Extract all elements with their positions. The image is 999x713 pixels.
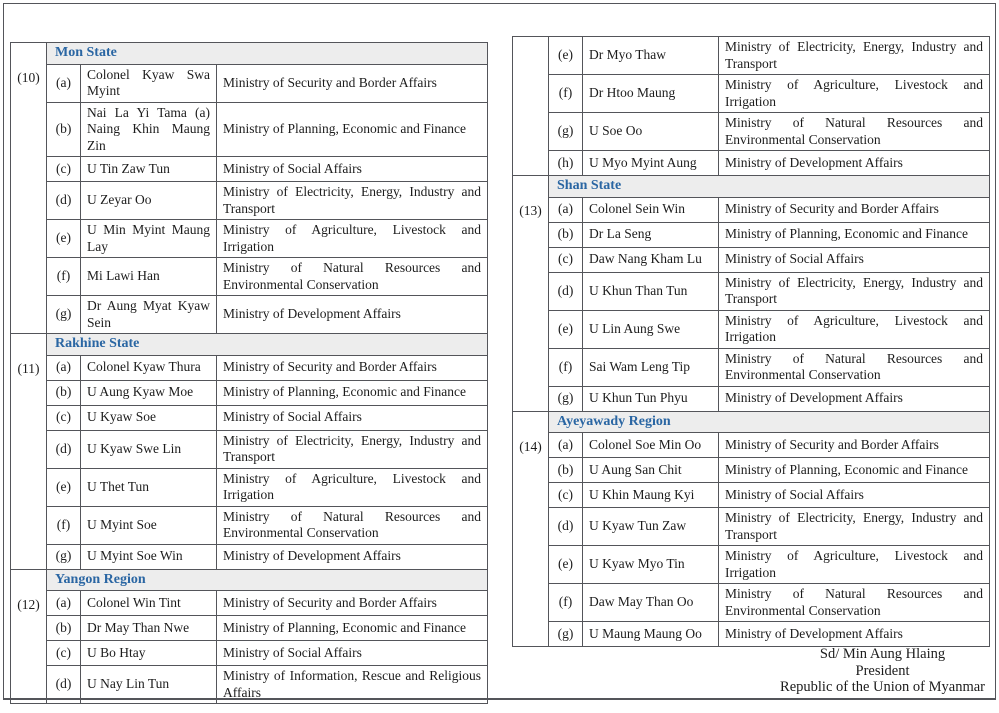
minister-row (11, 405, 488, 430)
minister-letter: (b) (47, 616, 81, 641)
minister-letter: (h) (549, 151, 583, 176)
ministers-table-left (10, 42, 488, 704)
minister-letter: (f) (47, 258, 81, 296)
minister-ministry: Ministry of Electricity, Energy, Industry and Transport (217, 430, 488, 468)
minister-row (11, 157, 488, 182)
state-header: Rakhine State (47, 334, 488, 356)
minister-row (513, 272, 990, 310)
state-group (11, 334, 488, 570)
minister-ministry: Ministry of Electricity, Energy, Industry and Transport (719, 508, 990, 546)
minister-name: Dr La Seng (583, 222, 719, 247)
minister-row (513, 483, 990, 508)
minister-row (513, 222, 990, 247)
minister-name: U Bo Htay (81, 641, 217, 666)
minister-ministry: Ministry of Agriculture, Livestock and Irrigation (719, 75, 990, 113)
minister-name: Dr Htoo Maung (583, 75, 719, 113)
minister-name: Colonel Win Tint (81, 591, 217, 616)
minister-name: Nai La Yi Tama (a) Naing Khin Maung Zin (81, 102, 217, 157)
minister-name: U Khin Maung Kyi (583, 483, 719, 508)
minister-name: Dr May Than Nwe (81, 616, 217, 641)
minister-name: Daw May Than Oo (583, 584, 719, 622)
minister-row (513, 348, 990, 386)
minister-row (513, 113, 990, 151)
minister-row (513, 151, 990, 176)
group-number: (11) (11, 334, 47, 570)
minister-name: Colonel Kyaw Thura (81, 355, 217, 380)
group-number: (10) (11, 43, 47, 334)
minister-ministry: Ministry of Agriculture, Livestock and Irrigation (719, 310, 990, 348)
minister-letter: (b) (47, 102, 81, 157)
minister-ministry: Ministry of Planning, Economic and Finance (217, 102, 488, 157)
group-number: (14) (513, 411, 549, 647)
minister-row (11, 616, 488, 641)
group-number (513, 37, 549, 176)
minister-name: Sai Wam Leng Tip (583, 348, 719, 386)
minister-row (513, 433, 990, 458)
minister-row (513, 75, 990, 113)
minister-letter: (d) (47, 430, 81, 468)
minister-ministry: Ministry of Electricity, Energy, Industry and Transport (719, 272, 990, 310)
minister-letter: (c) (549, 483, 583, 508)
minister-ministry: Ministry of Development Affairs (719, 622, 990, 647)
minister-ministry: Ministry of Social Affairs (719, 247, 990, 272)
minister-ministry: Ministry of Electricity, Energy, Industry and Transport (217, 182, 488, 220)
minister-ministry: Ministry of Planning, Economic and Finance (719, 222, 990, 247)
minister-row (513, 386, 990, 411)
minister-ministry: Ministry of Agriculture, Livestock and Irrigation (217, 468, 488, 506)
minister-row (11, 220, 488, 258)
minister-letter: (e) (47, 468, 81, 506)
minister-name: Dr Aung Myat Kyaw Sein (81, 296, 217, 334)
minister-name: U Thet Tun (81, 468, 217, 506)
minister-ministry: Ministry of Security and Border Affairs (217, 591, 488, 616)
minister-name: U Soe Oo (583, 113, 719, 151)
minister-letter: (f) (549, 75, 583, 113)
minister-ministry: Ministry of Agriculture, Livestock and Irrigation (719, 546, 990, 584)
minister-ministry: Ministry of Planning, Economic and Finance (719, 458, 990, 483)
minister-ministry: Ministry of Social Affairs (217, 641, 488, 666)
minister-row (513, 197, 990, 222)
minister-row (11, 182, 488, 220)
minister-letter: (c) (549, 247, 583, 272)
minister-letter: (b) (549, 458, 583, 483)
state-header: Shan State (549, 176, 990, 198)
minister-ministry: Ministry of Natural Resources and Environmental Conservation (217, 258, 488, 296)
minister-name: U Min Myint Maung Lay (81, 220, 217, 258)
minister-name: U Lin Aung Swe (583, 310, 719, 348)
minister-ministry: Ministry of Security and Border Affairs (719, 197, 990, 222)
minister-row (513, 546, 990, 584)
minister-name: U Myo Myint Aung (583, 151, 719, 176)
minister-row (513, 584, 990, 622)
minister-ministry: Ministry of Development Affairs (217, 296, 488, 334)
minister-name: Dr Myo Thaw (583, 37, 719, 75)
minister-name: U Kyaw Myo Tin (583, 546, 719, 584)
minister-name: Colonel Soe Min Oo (583, 433, 719, 458)
minister-ministry: Ministry of Security and Border Affairs (217, 355, 488, 380)
minister-row (11, 355, 488, 380)
minister-letter: (g) (549, 386, 583, 411)
minister-letter: (a) (47, 591, 81, 616)
minister-name: Daw Nang Kham Lu (583, 247, 719, 272)
minister-letter: (a) (47, 64, 81, 102)
minister-letter: (a) (549, 433, 583, 458)
minister-name: U Zeyar Oo (81, 182, 217, 220)
signature-title: President (855, 662, 910, 679)
minister-letter: (d) (549, 508, 583, 546)
minister-name: U Myint Soe Win (81, 544, 217, 569)
state-header: Mon State (47, 43, 488, 65)
minister-letter: (d) (47, 182, 81, 220)
minister-row (11, 468, 488, 506)
minister-ministry: Ministry of Planning, Economic and Finance (217, 616, 488, 641)
minister-ministry: Ministry of Development Affairs (719, 386, 990, 411)
minister-letter: (d) (47, 666, 81, 704)
state-group (11, 569, 488, 704)
minister-row (11, 591, 488, 616)
minister-name: U Maung Maung Oo (583, 622, 719, 647)
minister-letter: (f) (47, 506, 81, 544)
minister-row (11, 258, 488, 296)
minister-letter: (f) (549, 348, 583, 386)
minister-name: U Khun Than Tun (583, 272, 719, 310)
minister-letter: (g) (549, 622, 583, 647)
minister-letter: (b) (47, 380, 81, 405)
minister-ministry: Ministry of Natural Resources and Environmental Conservation (217, 506, 488, 544)
minister-ministry: Ministry of Social Affairs (217, 157, 488, 182)
minister-row (11, 506, 488, 544)
minister-ministry: Ministry of Social Affairs (719, 483, 990, 508)
minister-ministry: Ministry of Natural Resources and Environmental Conservation (719, 113, 990, 151)
minister-ministry: Ministry of Social Affairs (217, 405, 488, 430)
minister-letter: (a) (47, 355, 81, 380)
minister-letter: (f) (549, 584, 583, 622)
minister-name: U Aung San Chit (583, 458, 719, 483)
minister-ministry: Ministry of Development Affairs (719, 151, 990, 176)
state-group (513, 37, 990, 176)
minister-name: Colonel Sein Win (583, 197, 719, 222)
signature-block (780, 646, 985, 696)
minister-letter: (g) (549, 113, 583, 151)
minister-ministry: Ministry of Development Affairs (217, 544, 488, 569)
minister-ministry: Ministry of Information, Rescue and Religious Affairs (217, 666, 488, 704)
minister-row (513, 508, 990, 546)
state-group (513, 411, 990, 647)
minister-name: Mi Lawi Han (81, 258, 217, 296)
minister-letter: (g) (47, 296, 81, 334)
minister-letter: (g) (47, 544, 81, 569)
signature-name: Sd/ Min Aung Hlaing (819, 646, 946, 662)
minister-ministry: Ministry of Agriculture, Livestock and Irrigation (217, 220, 488, 258)
minister-row (11, 102, 488, 157)
minister-ministry: Ministry of Natural Resources and Environmental Conservation (719, 584, 990, 622)
minister-row (11, 64, 488, 102)
minister-row (11, 380, 488, 405)
minister-letter: (d) (549, 272, 583, 310)
minister-ministry: Ministry of Planning, Economic and Finance (217, 380, 488, 405)
minister-ministry: Ministry of Natural Resources and Environmental Conservation (719, 348, 990, 386)
minister-letter: (e) (549, 546, 583, 584)
minister-name: U Myint Soe (81, 506, 217, 544)
minister-ministry: Ministry of Security and Border Affairs (719, 433, 990, 458)
ministers-table-right (512, 36, 990, 647)
minister-name: U Khun Tun Phyu (583, 386, 719, 411)
state-group (11, 43, 488, 334)
minister-row (11, 430, 488, 468)
minister-ministry: Ministry of Electricity, Energy, Industry and Transport (719, 37, 990, 75)
minister-letter: (b) (549, 222, 583, 247)
minister-letter: (e) (549, 37, 583, 75)
minister-letter: (c) (47, 405, 81, 430)
minister-name: U Nay Lin Tun (81, 666, 217, 704)
minister-letter: (a) (549, 197, 583, 222)
minister-letter: (e) (47, 220, 81, 258)
minister-letter: (e) (549, 310, 583, 348)
minister-name: U Kyaw Swe Lin (81, 430, 217, 468)
group-number: (13) (513, 176, 549, 412)
state-header: Ayeyawady Region (549, 411, 990, 433)
signature-country: Republic of the Union of Myanmar (780, 679, 985, 695)
minister-row (11, 666, 488, 704)
minister-name: U Aung Kyaw Moe (81, 380, 217, 405)
minister-letter: (c) (47, 641, 81, 666)
minister-name: U Kyaw Soe (81, 405, 217, 430)
group-number: (12) (11, 569, 47, 704)
minister-ministry: Ministry of Security and Border Affairs (217, 64, 488, 102)
minister-row (11, 296, 488, 334)
minister-row (513, 37, 990, 75)
minister-name: Colonel Kyaw Swa Myint (81, 64, 217, 102)
minister-row (513, 458, 990, 483)
state-group (513, 176, 990, 412)
minister-row (11, 641, 488, 666)
minister-row (513, 310, 990, 348)
minister-row (513, 622, 990, 647)
minister-name: U Tin Zaw Tun (81, 157, 217, 182)
minister-row (11, 544, 488, 569)
minister-name: U Kyaw Tun Zaw (583, 508, 719, 546)
minister-letter: (c) (47, 157, 81, 182)
minister-row (513, 247, 990, 272)
state-header: Yangon Region (47, 569, 488, 591)
